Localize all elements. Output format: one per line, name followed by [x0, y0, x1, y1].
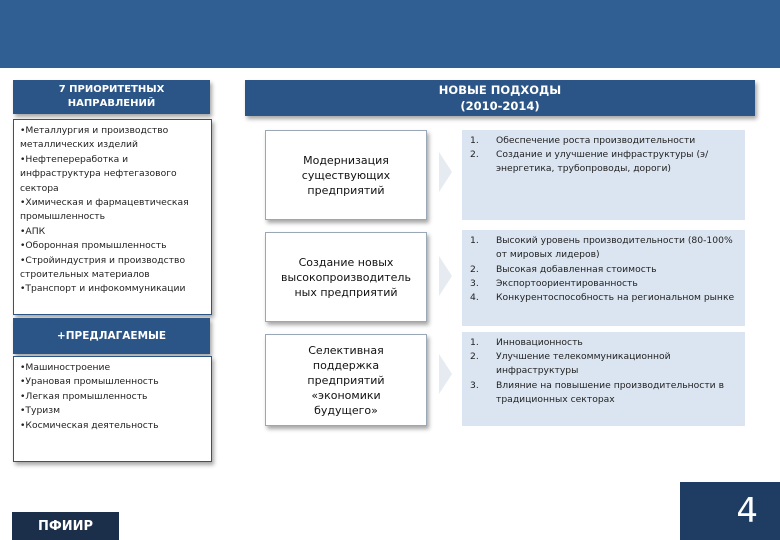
approach-new-enterprises	[265, 232, 427, 322]
approach-details-1	[462, 130, 745, 220]
list-item: •Химическая и фармацевтическая	[20, 197, 189, 209]
detail-number: 2.	[470, 351, 479, 362]
detail-number: 3.	[470, 380, 479, 391]
priority-list	[14, 120, 211, 301]
new-approaches-period: (2010-2014)	[460, 99, 540, 113]
detail-number: 4.	[470, 292, 479, 303]
list-item: •Транспорт и инфокоммуникации	[20, 283, 186, 295]
detail-row	[470, 379, 737, 408]
priority-header	[13, 80, 210, 114]
detail-number: 2.	[470, 149, 479, 160]
detail-text: Конкурентоспособность на региональном рынке	[496, 292, 735, 303]
detail-number: 2.	[470, 264, 479, 275]
approach-title-line: Модернизация	[303, 153, 389, 167]
list-item: инфраструктура нефтегазового	[20, 168, 177, 180]
approach-selective-support	[265, 334, 427, 426]
detail-text: Высокая добавленная стоимость	[496, 264, 657, 275]
proposed-header-label: +ПРЕДЛАГАЕМЫЕ	[56, 330, 167, 342]
list-item: •Космическая деятельность	[20, 419, 159, 431]
detail-row	[470, 336, 737, 350]
detail-row	[470, 234, 737, 263]
list-item: строительных материалов	[20, 269, 150, 281]
approach-title-line: предприятий	[307, 373, 385, 387]
pfiir-logo: ПФИИР	[12, 512, 119, 540]
list-item: •Легкая промышленность	[20, 390, 148, 402]
list-item: •Нефтепереработка и	[20, 153, 129, 165]
arrow-right-icon	[439, 354, 452, 394]
list-item: •Стройиндустрия и производство	[20, 254, 186, 266]
detail-number: 3.	[470, 278, 479, 289]
detail-row	[470, 350, 737, 379]
approach-title-line: «экономики	[311, 388, 381, 402]
top-banner	[0, 0, 780, 68]
approach-title-line: высокопроизводитель	[281, 270, 411, 284]
arrow-right-icon	[439, 256, 452, 296]
detail-number: 1.	[470, 135, 479, 146]
detail-number: 1.	[470, 337, 479, 348]
detail-row	[470, 134, 737, 148]
detail-row	[470, 277, 737, 291]
list-item: промышленность	[20, 211, 106, 223]
detail-text: Влияние на повышение производительности в традиционных секторах	[496, 380, 724, 406]
approach-title-line: будущего»	[314, 403, 378, 417]
list-item: •Машиностроение	[20, 362, 111, 373]
detail-text: Улучшение телекоммуникационной инфраструктуры	[496, 351, 671, 377]
approach-modernization	[265, 130, 427, 220]
arrow-right-icon	[439, 152, 452, 192]
list-item: •Туризм	[20, 405, 61, 417]
approach-title-line: существующих	[301, 168, 391, 182]
list-item: •Металлургия и производство	[20, 125, 169, 136]
detail-row	[470, 148, 737, 177]
approach-title-line: ных предприятий	[294, 285, 398, 299]
list-item: •Оборонная промышленность	[20, 240, 167, 252]
approach-title-line: Селективная	[308, 343, 384, 357]
list-item: •АПК	[20, 225, 46, 237]
approach-title-line: Создание новых	[298, 255, 394, 269]
detail-number: 1.	[470, 235, 479, 246]
new-approaches-title: НОВЫЕ ПОДХОДЫ	[438, 83, 562, 97]
detail-row	[470, 291, 737, 305]
approach-details-2	[462, 230, 745, 326]
approach-title-line: предприятий	[307, 183, 385, 197]
detail-text: Экспортоориентированность	[496, 278, 638, 289]
new-approaches-header	[245, 80, 755, 116]
detail-text: Обеспечение роста производительности	[496, 135, 696, 146]
list-item: сектора	[20, 182, 59, 194]
detail-text: Создание и улучшение инфраструктуры (э/энергетика, трубопроводы, дороги)	[496, 149, 709, 175]
list-item: металлических изделий	[20, 139, 138, 151]
approach-title-line: поддержка	[312, 358, 380, 372]
proposed-header	[13, 318, 210, 354]
detail-text: Высокий уровень производительности (80-100% от мировых лидеров)	[496, 235, 733, 261]
detail-text: Инновационность	[496, 337, 583, 348]
proposed-list-box	[13, 356, 212, 462]
page-number: 4	[680, 482, 780, 540]
priority-header-line-2: НАПРАВЛЕНИЙ	[67, 98, 156, 109]
proposed-list	[14, 357, 211, 437]
priority-list-box	[13, 119, 212, 315]
priority-header-line-1: 7 ПРИОРИТЕТНЫХ	[58, 84, 165, 95]
approach-details-3	[462, 332, 745, 426]
detail-row	[470, 263, 737, 277]
list-item: •Урановая промышленность	[20, 376, 159, 388]
